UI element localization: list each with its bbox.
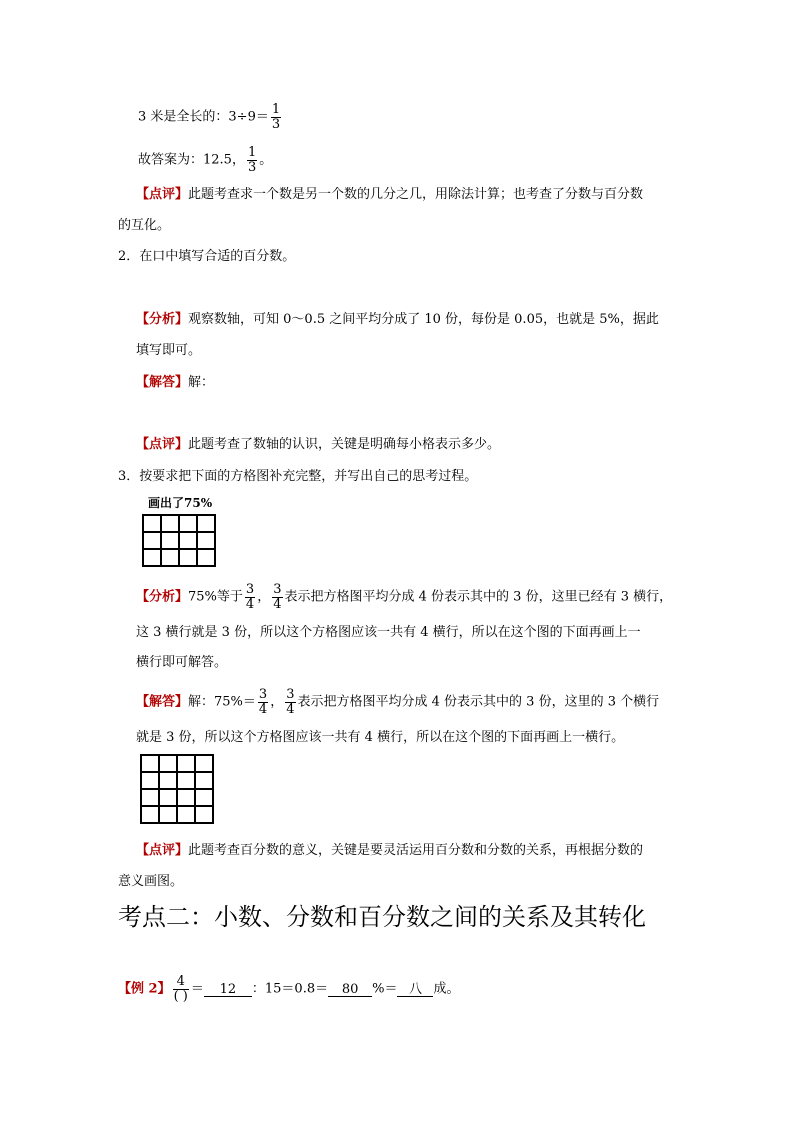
- fraction: [245, 583, 255, 611]
- review-2: [136, 438, 500, 451]
- fraction: [247, 146, 257, 174]
- grid-cell: [162, 533, 180, 550]
- grid-cell: [142, 756, 160, 773]
- grid-cell: [142, 790, 160, 807]
- grid-cell: [160, 773, 178, 790]
- grid-completed: [140, 754, 214, 824]
- grid-cell: [196, 756, 214, 773]
- numerator: 1: [247, 145, 257, 160]
- grid-cell: [198, 516, 216, 533]
- grid-caption: [148, 497, 212, 509]
- grid-cell: [196, 773, 214, 790]
- text: 3 米是全长的：3÷9＝: [138, 109, 269, 125]
- question-text: 3．按要求把下面的方格图补充完整，并写出自己的思考过程。: [118, 469, 478, 484]
- denominator: 4: [286, 701, 295, 717]
- analysis-3-line-2: [136, 626, 641, 639]
- separator: ，: [257, 589, 271, 605]
- question-2-title: [118, 250, 295, 263]
- grid-cell: [196, 807, 214, 824]
- analysis-text: 填写即可。: [136, 343, 202, 358]
- fraction: [285, 688, 295, 716]
- review-tag: 【点评】: [136, 187, 189, 202]
- denominator: 4: [258, 701, 268, 717]
- numerator: 3: [245, 582, 255, 597]
- numerator: 3: [258, 687, 268, 702]
- grid-cell: [162, 516, 180, 533]
- line-answer-summary: [138, 146, 272, 174]
- grid-cell: [144, 533, 162, 550]
- numerator: 3: [286, 687, 295, 702]
- answer-text: 就是 3 份，所以这个方格图应该一共有 4 横行，所以在这个图的下面再画上一横行。: [136, 730, 625, 745]
- review-1-line-1: [136, 188, 643, 201]
- denominator: 3: [247, 159, 257, 175]
- numerator: 4: [176, 974, 185, 989]
- fraction: [271, 103, 281, 131]
- grid-cell: [160, 790, 178, 807]
- numerator: 1: [271, 102, 281, 117]
- analysis-text: 75%等于: [188, 589, 243, 605]
- equation-text: %＝: [372, 981, 398, 997]
- denominator: 3: [271, 116, 281, 132]
- answer-2: [136, 376, 214, 389]
- separator: ，: [270, 694, 284, 710]
- grid-cell: [196, 790, 214, 807]
- grid-cell: [144, 516, 162, 533]
- example-2: [118, 975, 459, 1003]
- grid-75-percent: [142, 514, 216, 567]
- review-text: 此题考查了数轴的认识，关键是明确每小格表示多少。: [188, 437, 501, 452]
- line-fraction-of-length: [138, 103, 283, 131]
- denominator: 4: [245, 596, 255, 612]
- answer-3-line-2: [136, 731, 624, 744]
- grid-cell: [178, 790, 196, 807]
- equals-sign: ＝: [190, 981, 204, 997]
- equation-text: 成。: [433, 981, 460, 997]
- grid-cell: [180, 533, 198, 550]
- answer-blank: 80: [328, 983, 372, 997]
- grid-cell: [162, 550, 180, 567]
- grid-cell: [198, 550, 216, 567]
- analysis-text: 横行即可解答。: [136, 655, 228, 670]
- fraction: [258, 688, 268, 716]
- grid-cell: [142, 807, 160, 824]
- example-tag: 【例 2】: [118, 981, 171, 997]
- review-3-line-2: [118, 875, 183, 888]
- review-1-line-2: [118, 219, 170, 232]
- section-heading: [118, 905, 646, 929]
- answer-text: 表示把方格图平均分成 4 份表示其中的 3 份，这里的 3 个横行: [297, 694, 660, 710]
- equation-text: ：15＝0.8＝: [251, 981, 329, 997]
- answer-tag: 【解答】: [136, 375, 189, 390]
- analysis-2-line-1: [136, 313, 659, 326]
- analysis-tag: 【分析】: [136, 589, 189, 605]
- grid-cell: [160, 807, 178, 824]
- text: 故答案为：12.5，: [138, 152, 245, 168]
- review-text: 此题考查百分数的意义，关键是要灵活运用百分数和分数的关系，再根据分数的: [188, 843, 644, 858]
- answer-text: 解：: [188, 375, 215, 390]
- grid-cell: [178, 807, 196, 824]
- analysis-text: 观察数轴，可知 0～0.5 之间平均分成了 10 份，每份是 0.05，也就是 5%，据此: [188, 312, 659, 327]
- analysis-text: 表示把方格图平均分成 4 份表示其中的 3 份，这里已经有 3 横行，: [284, 589, 673, 605]
- review-text: 意义画图。: [118, 874, 184, 889]
- review-text: 的互化。: [118, 218, 171, 233]
- denominator: 4: [273, 596, 282, 612]
- grid-cell: [198, 533, 216, 550]
- caption-text: 画出了75%: [148, 496, 213, 510]
- answer-3-line-1: [136, 688, 659, 716]
- analysis-tag: 【分析】: [136, 312, 189, 327]
- review-3-line-1: [136, 844, 643, 857]
- fraction: [272, 583, 282, 611]
- text: 。: [259, 152, 273, 168]
- grid-cell: [160, 756, 178, 773]
- grid-cell: [180, 550, 198, 567]
- grid-cell: [180, 516, 198, 533]
- analysis-3-line-1: [136, 583, 672, 611]
- review-text: 此题考查求一个数是另一个数的几分之几，用除法计算；也考查了分数与百分数: [188, 187, 644, 202]
- denominator: ( ): [173, 988, 188, 1004]
- question-text: 2．在口中填写合适的百分数。: [118, 249, 296, 264]
- answer-blank: 12: [204, 983, 252, 997]
- analysis-2-line-2: [136, 344, 201, 357]
- review-tag: 【点评】: [136, 843, 189, 858]
- grid-cell: [178, 756, 196, 773]
- question-3-title: [118, 470, 477, 483]
- answer-text: 解：75%＝: [188, 694, 256, 710]
- numerator: 3: [273, 582, 282, 597]
- analysis-3-line-3: [136, 656, 227, 669]
- fraction: [173, 975, 189, 1003]
- review-tag: 【点评】: [136, 437, 189, 452]
- answer-tag: 【解答】: [136, 694, 189, 710]
- heading-text: 考点二：小数、分数和百分数之间的关系及其转化: [118, 903, 646, 931]
- answer-blank: 八: [397, 983, 433, 997]
- grid-cell: [144, 550, 162, 567]
- grid-cell: [178, 773, 196, 790]
- analysis-text: 这 3 横行就是 3 份，所以这个方格图应该一共有 4 横行，所以在这个图的下面再画上一: [136, 625, 641, 640]
- grid-cell: [142, 773, 160, 790]
